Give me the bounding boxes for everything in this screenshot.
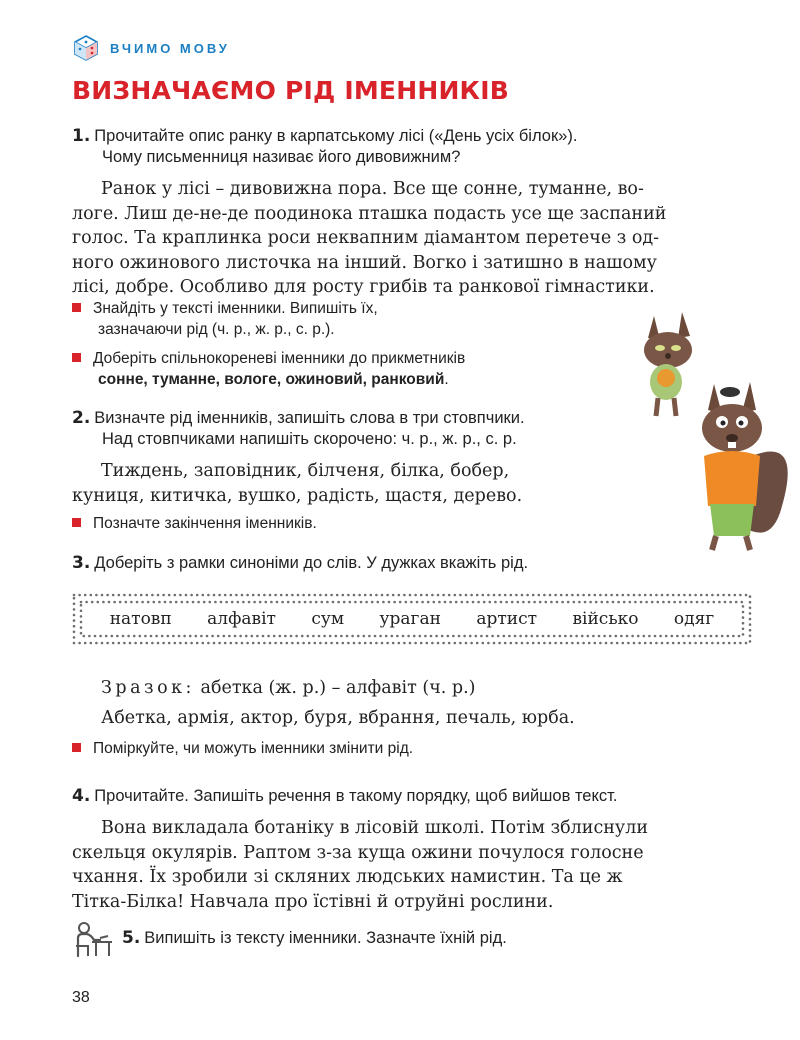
frame-word: військо (572, 609, 639, 629)
task-1-instruction: 1. Прочитайте опис ранку в карпатському лісі («День усіх білок»). Чому письменниця називає його дивовижним? (72, 126, 578, 166)
section-header (72, 34, 230, 62)
task-3-instruction: 3. Доберіть з рамки синоніми до слів. У дужках вкажіть рід. (72, 553, 529, 573)
frame-word: одяг (673, 609, 715, 629)
bullet-marker (72, 743, 81, 752)
frame-word: натовп (109, 609, 172, 629)
bullet-marker (72, 518, 81, 527)
task-number: 1. (72, 126, 91, 146)
task-number: 2. (72, 408, 91, 428)
frame-word: сум (311, 609, 345, 629)
page-title: ВИЗНАЧАЄМО РІД ІМЕННИКІВ (72, 76, 509, 105)
task-3-bullet: Поміркуйте, чи можуть іменники змінити рід. (72, 738, 413, 759)
student-at-desk-icon (72, 920, 116, 958)
squirrel-characters-illustration (632, 306, 792, 556)
task-1-bullet-1: Знайдіть у тексті іменники. Випишіть їх, зазначаючи рід (ч. р., ж. р., с. р.). (72, 298, 378, 340)
bullet-marker (72, 303, 81, 312)
task-2-bullet: Позначте закінчення іменників. (72, 513, 317, 534)
bullet-marker (72, 353, 81, 362)
frame-word: ураган (379, 609, 441, 629)
task-1-bullet-2: Доберіть спільнокореневі іменники до прикметників сонне, туманне, вологе, ожиновий, ранковий. (72, 348, 465, 390)
task-4-text: Вона викладала ботаніку в лісовій школі. Потім зблиснули скельця окулярів. Раптом з-за куща ожини почулося голосне чхання. Їх зробили зі скляних людських намистин. Та це ж Тітка-Білка! Навчала про їстівні й отруйні рослини. (72, 818, 649, 912)
sample-label: Зразок: (101, 678, 195, 698)
header-label: ВЧИМО МОВУ (110, 40, 230, 56)
task-2-words: Тиждень, заповідник, білченя, білка, бобер, куниця, китичка, вушко, радість, щастя, дерево. (72, 461, 523, 506)
frame-word: алфавіт (207, 609, 276, 629)
synonym-frame (72, 593, 752, 645)
task-number: 5. (122, 928, 141, 948)
page-number: 38 (72, 989, 90, 1006)
task-4-instruction: 4. Прочитайте. Запишіть речення в такому порядку, щоб вийшов текст. (72, 786, 618, 806)
task-number: 4. (72, 786, 91, 806)
task-5-instruction: 5. Випишіть із тексту іменники. Зазначте їхній рід. (122, 928, 507, 948)
dice-icon (72, 34, 100, 62)
task-2-instruction: 2. Визначте рід іменників, запишіть слова в три стовпчики. Над стовпчиками напишіть скорочено: ч. р., ж. р., с. р. (72, 408, 525, 448)
task-3-sample: Зразок: абетка (ж. р.) – алфавіт (ч. р.) (101, 678, 476, 698)
task-1-text: Ранок у лісі – дивовижна пора. Все ще сонне, туманне, во- логе. Лиш де-не-де поодинока пташка подасть усе ще заспаний голос. Та краплинка роси неквапним діамантом перетече з од- ного ожинового листочка на інший. Вогко і затишно в нашому лісі, добре. Особливо для росту грибів та ранкової гімнастики. (72, 179, 667, 297)
task-number: 3. (72, 553, 91, 573)
task-3-words: Абетка, армія, актор, буря, вбрання, печаль, юрба. (101, 708, 575, 728)
frame-word: артист (476, 609, 538, 629)
